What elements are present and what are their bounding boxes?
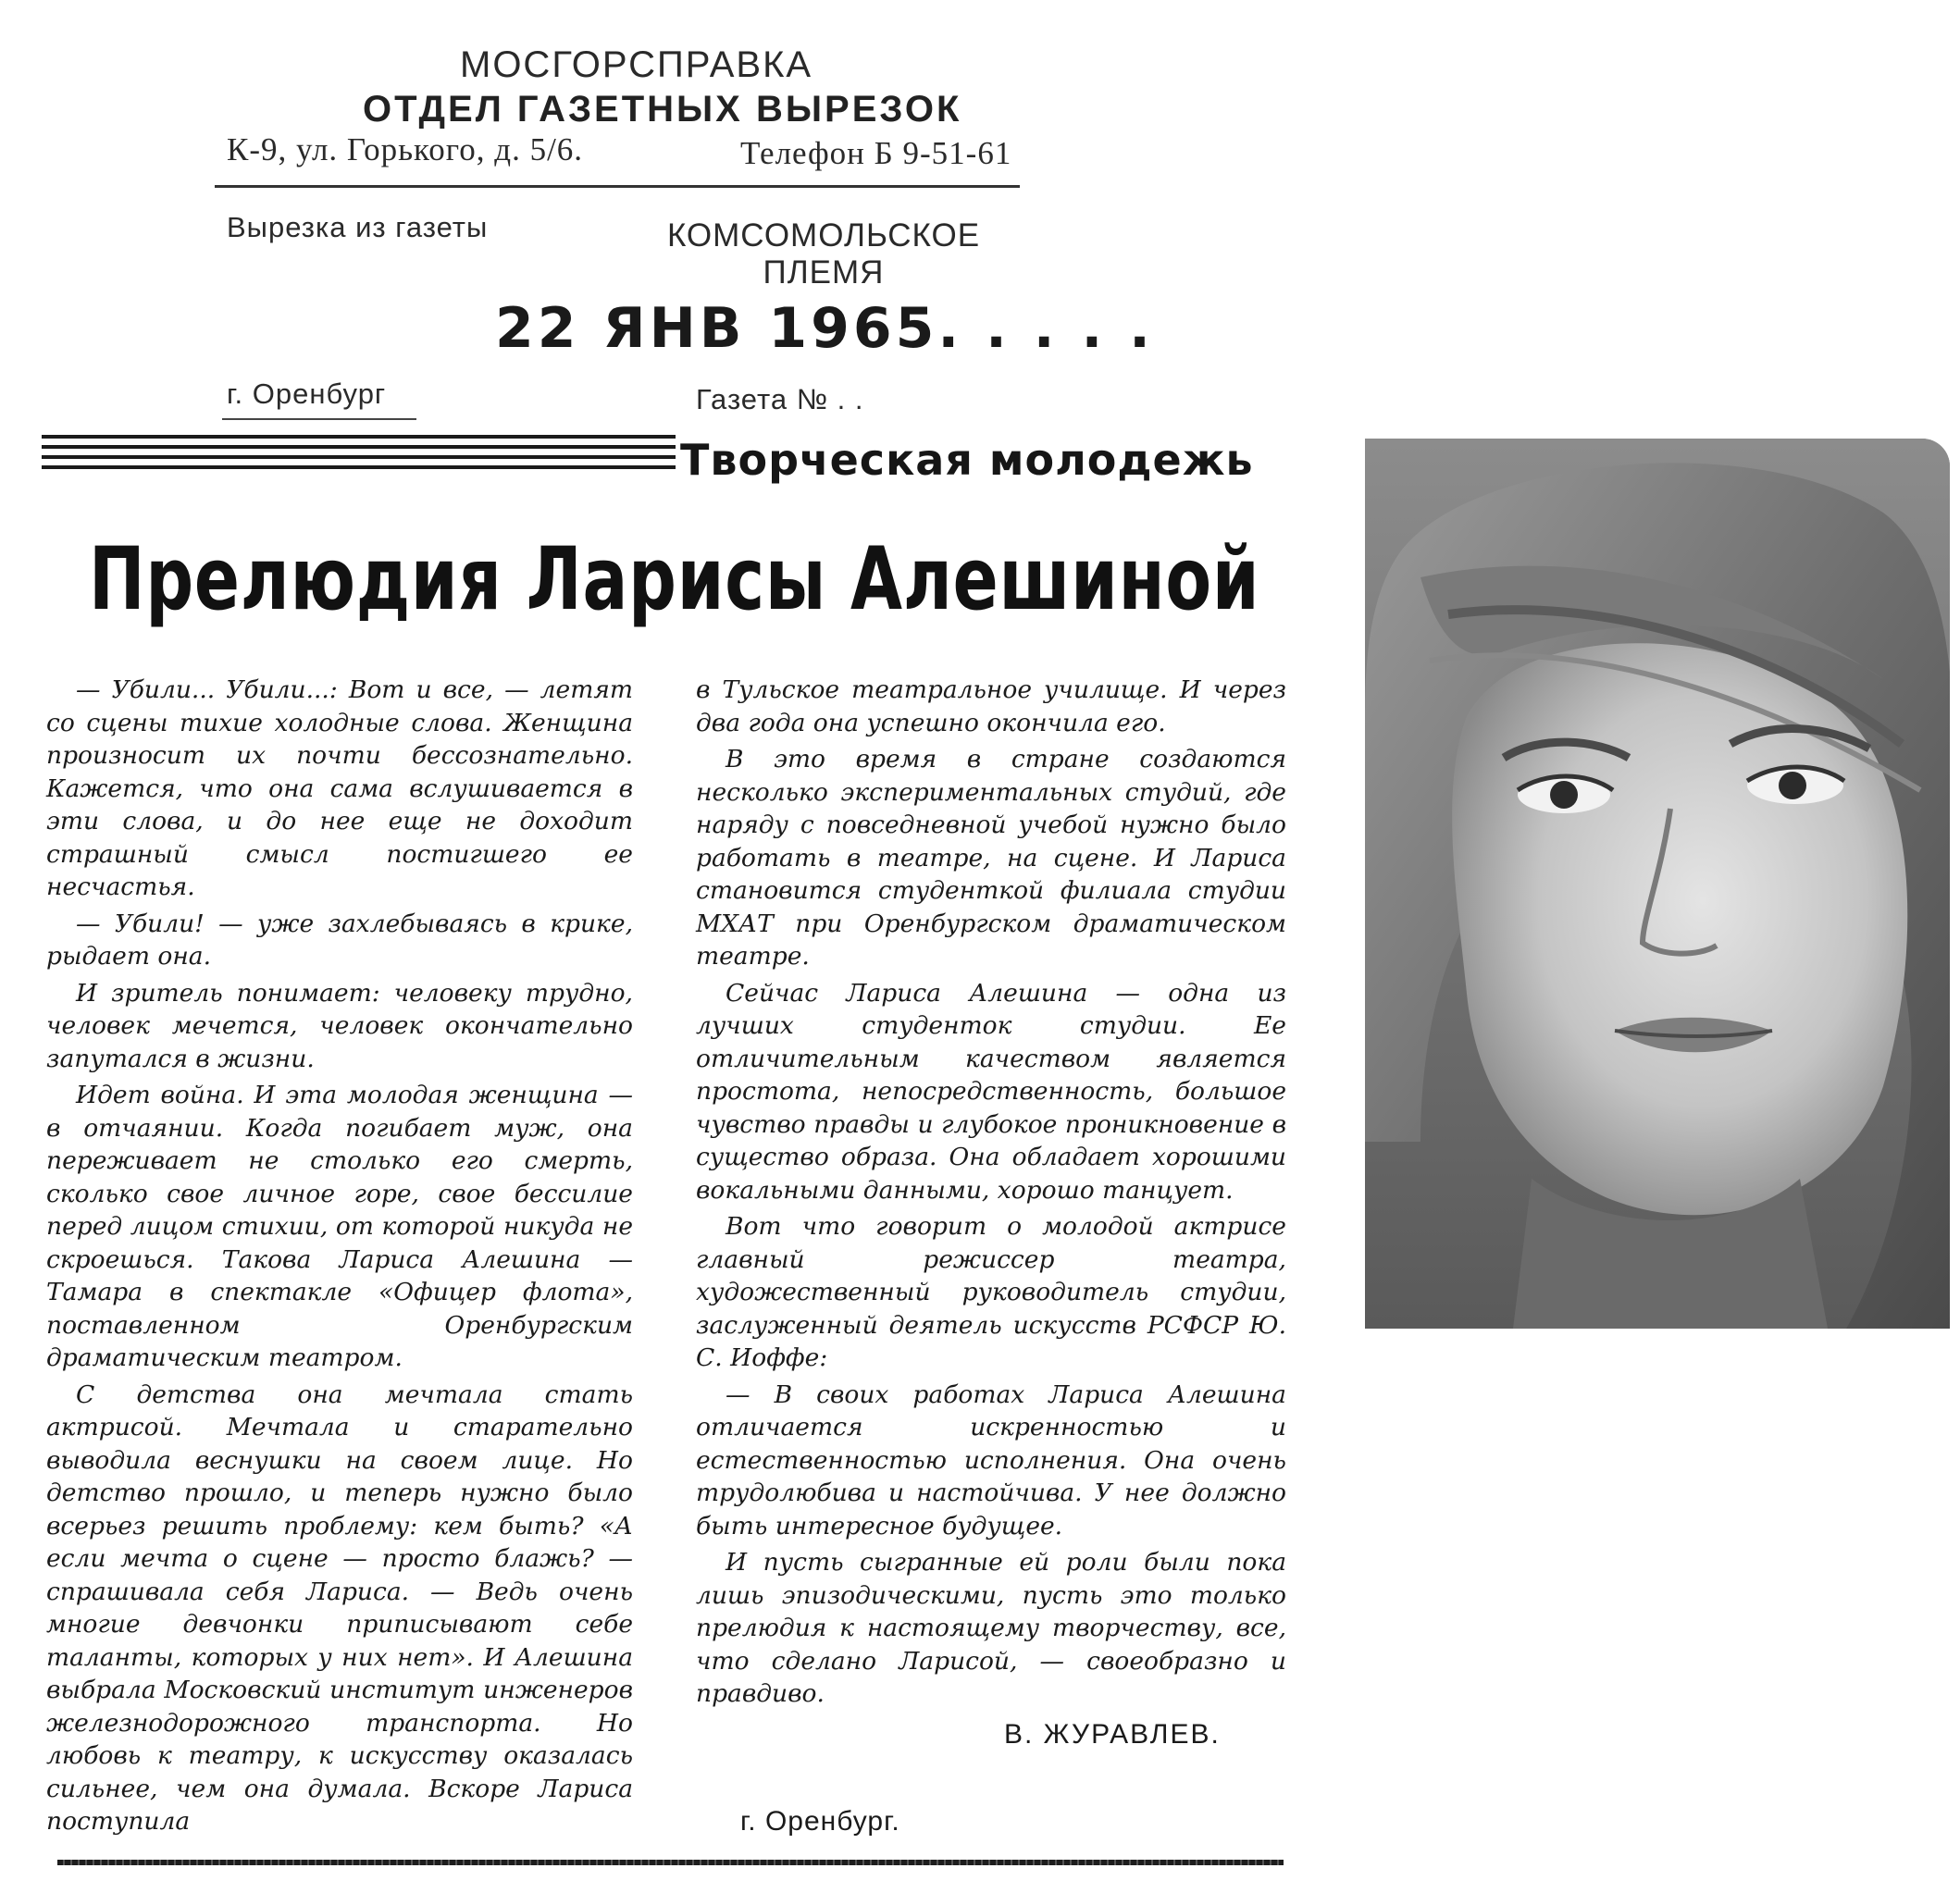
newspaper-name-line1: КОМСОМОЛЬСКОЕ — [666, 217, 981, 254]
paragraph: Вот что говорит о молодой актрисе главный режиссер театра, художественный руководитель студии, заслуженный деятель искусств РСФСР Ю. С. Иоффе: — [696, 1212, 1286, 1372]
paragraph: — Убили... Убили...: Вот и все, — летят со сцены тихие холодные слова. Женщина произносит их почти бессознательно. Кажется, что она сама вслушивается в эти слова, и до нее еще не доходит страшный смысл постигшего ее несчастья. — [46, 675, 633, 901]
portrait-image — [1365, 439, 1950, 1329]
phone-number: Телефон Б 9-51-61 — [740, 135, 1012, 171]
paragraph: В это время в стране создаются несколько экспериментальных студий, где наряду с повседневной учебой нужно было работать в театре, на сцене. И Лариса становится студенткой филиала студии МХАТ при Оренбургском драматическом театре. — [696, 745, 1286, 971]
paragraph: — В своих работах Лариса Алешина отличается искренностью и естественностью исполнения. Она очень трудолюбива и настойчива. У нее должно быть интересное будущее. — [696, 1380, 1286, 1540]
bottom-rule — [57, 1860, 1284, 1865]
clipping-header — [0, 0, 1960, 435]
city-label: г. Оренбург — [227, 377, 387, 410]
article-headline: Прелюдия Ларисы Алешиной — [89, 529, 1260, 630]
date-stamp: 22 ЯНВ 1965. . . . . — [495, 296, 1154, 361]
paragraph: Идет война. И эта молодая женщина — в отчаянии. Когда погибает муж, она переживает не столько его смерть, сколько свое личное горе, свое бессилие перед лицом стихии, от которой никуда не скроешься. Такова Лариса Алешина — Тамара в спектакле «Офицер флота», поставленном Оренбургским драматическим театром. — [46, 1081, 633, 1372]
clipping-label: Вырезка из газеты — [227, 211, 489, 243]
article-dateline: г. Оренбург. — [740, 1806, 900, 1837]
bureau-name: МОСГОРСПРАВКА — [460, 44, 813, 85]
paragraph: Сейчас Лариса Алешина — одна из лучших студенток студии. Ее отличительным качеством является простота, непосредственность, большое чувство правды и глубокое проникновение в существо образа. Она обладает хорошими вокальными данными, хорошо танцует. — [696, 978, 1286, 1205]
rubric-title: Творческая молодежь — [680, 435, 1254, 485]
portrait-photo — [1365, 439, 1950, 1329]
paragraph: в Тульское театральное училище. И через два года она успешно окончила его. — [696, 675, 1286, 737]
department-name: ОТДЕЛ ГАЗЕТНЫХ ВЫРЕЗОК — [363, 89, 962, 130]
paragraph: С детства она мечтала стать актрисой. Мечтала и старательно выводила веснушки на своем лице. Но детство прошло, и теперь нужно было всерьез решить проблему: кем быть? «А если мечта о сцене — просто блажь? — спрашивала себя Лариса. — Ведь очень многие девчонки приписывают себе таланты, которых у них нет». И Алешина выбрала Московский институт инженеров железнодорожного транспорта. Но любовь к театру, к искусству оказалась сильнее, чем она думала. Вскоре Лариса поступила — [46, 1380, 633, 1836]
author-signature: В. ЖУРАВЛЕВ. — [1004, 1719, 1221, 1750]
city-underline — [222, 418, 416, 420]
rubric-rules — [42, 435, 676, 479]
article-column-right — [696, 674, 1286, 1714]
header-divider — [215, 185, 1020, 188]
paragraph: И пусть сыгранные ей роли были пока лишь эпизодическими, пусть это только прелюдия к настоящему творчеству, все, что сделано Ларисой, — своеобразно и правдиво. — [696, 1548, 1286, 1708]
issue-number: Газета № . . — [696, 383, 864, 415]
address: К-9, ул. Горького, д. 5/6. — [227, 131, 584, 167]
newspaper-name — [657, 217, 990, 291]
paragraph: — Убили! — уже захлебываясь в крике, рыдает она. — [46, 909, 633, 971]
article-column-left — [46, 674, 633, 1842]
paragraph: И зритель понимает: человеку трудно, человек мечется, человек окончательно запутался в жизни. — [46, 978, 633, 1073]
newspaper-name-line2: ПЛЕМЯ — [763, 254, 885, 291]
